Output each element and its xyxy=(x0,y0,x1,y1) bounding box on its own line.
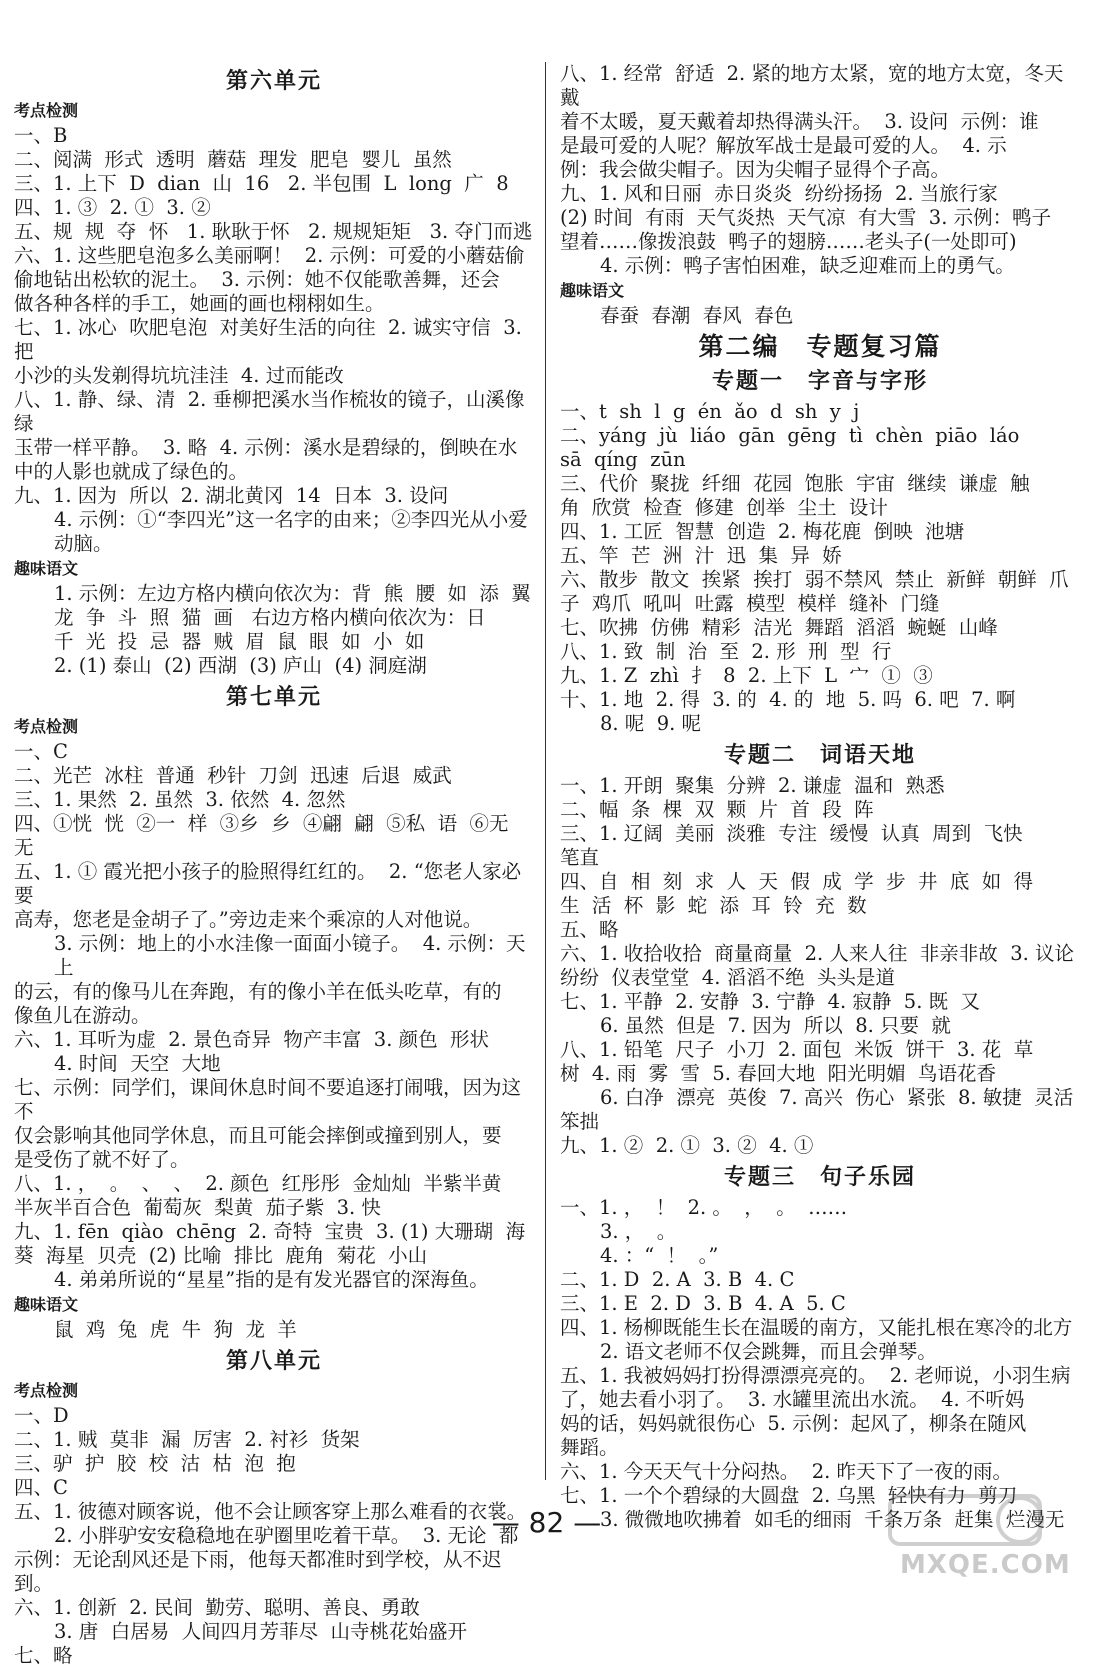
unit-title: 第八单元 xyxy=(225,1348,322,1374)
answer-list xyxy=(560,1196,1080,1532)
answer-line: 五、1. 彼德对顾客说，他不会让顾客穿上那么难看的衣裳。 xyxy=(14,1500,527,1523)
answer-line: 八、1. 静、绿、清 2. 垂柳把溪水当作梳妆的镜子，山溪像绿 xyxy=(14,388,525,435)
answer-line: 了，她去看小羽了。 3. 水罐里流出水流。 4. 不听妈 xyxy=(560,1388,1025,1411)
answer-line: 九、1. 因为 所以 2. 湖北黄冈 14 日本 3. 设问 xyxy=(14,484,449,507)
answer-line: 三、1. 果然 2. 虽然 3. 依然 4. 忽然 xyxy=(14,788,346,811)
column-divider xyxy=(545,62,546,1480)
answer-line: 4. 示例：①“李四光”这一名字的由来；②李四光从小爱动脑。 xyxy=(54,508,528,555)
answer-line: 八、1. 致 制 治 至 2. 形 刑 型 行 xyxy=(560,640,892,663)
answer-line: 二、阅满 形式 透明 蘑菇 理发 肥皂 婴儿 虽然 xyxy=(14,148,452,171)
topic-title: 专题二 词语天地 xyxy=(723,742,916,768)
answer-line: 三、1. 辽阔 美丽 淡雅 专注 缓慢 认真 周到 飞快 xyxy=(560,822,1023,845)
answer-list xyxy=(14,124,534,556)
answer-line: 六、散步 散文 挨紧 挨打 弱不禁风 禁止 新鲜 朝鲜 爪 xyxy=(560,568,1069,591)
answer-line: 九、1. 风和日丽 赤日炎炎 纷纷扬扬 2. 当旅行家 xyxy=(560,182,998,205)
answer-line: 3. 示例：地上的小水洼像一面面小镜子。 4. 示例：天上 xyxy=(54,932,526,979)
answer-line: 春蚕 春潮 春风 春色 xyxy=(600,304,794,327)
answer-line: 六、1. 这些肥皂泡多么美丽啊！ 2. 示例：可爱的小蘑菇偷 xyxy=(14,244,525,267)
section-heading: 考点检测 xyxy=(14,717,79,736)
answer-line: 五、略 xyxy=(560,918,619,941)
answer-line: 中的人影也就成了绿色的。 xyxy=(14,460,249,483)
answer-line: 五、1. 我被妈妈打扮得漂漂亮亮的。 2. 老师说，小羽生病 xyxy=(560,1364,1071,1387)
answer-list xyxy=(560,400,1080,736)
answer-line: 三、驴 护 胶 校 沽 枯 泡 抱 xyxy=(14,1452,296,1475)
answer-line: 一、B xyxy=(14,124,68,147)
answer-line: 鼠 鸡 兔 虎 牛 狗 龙 羊 xyxy=(54,1318,297,1341)
answer-line: 高寿，您老是金胡子了。”旁边走来个乘凉的人对他说。 xyxy=(14,908,483,931)
answer-line: 2. 小胖驴安安稳稳地在驴圈里吃着干草。 3. 无论 都 xyxy=(54,1524,519,1547)
topic-title: 专题一 字音与字形 xyxy=(711,368,928,394)
unit-title: 第七单元 xyxy=(225,684,322,710)
answer-line: 偷地钻出松软的泥土。 3. 示例：她不仅能歌善舞，还会 xyxy=(14,268,500,291)
answer-line: 树 4. 雨 雾 雪 5. 春回大地 阳光明媚 鸟语花香 xyxy=(560,1062,996,1085)
answer-line: 五、竿 芒 洲 汁 迅 集 异 娇 xyxy=(560,544,842,567)
answer-line: 八、1. 经常 舒适 2. 紧的地方太紧，宽的地方太宽，冬天戴 xyxy=(560,62,1064,109)
answer-line: 角 欣赏 检查 修建 创举 尘土 设计 xyxy=(560,496,888,519)
answer-line: 七、示例：同学们，课间休息时间不要追逐打闹哦，因为这不 xyxy=(14,1076,522,1123)
answer-line: 一、D xyxy=(14,1404,69,1427)
answer-line: 四、自 相 刻 求 人 天 假 成 学 步 井 底 如 得 xyxy=(560,870,1034,893)
answer-line: 像鱼儿在游动。 xyxy=(14,1004,151,1027)
answer-line: 是最可爱的人呢？解放军战士是最可爱的人。 4. 示 xyxy=(560,134,1007,157)
section-heading: 考点检测 xyxy=(14,1381,79,1400)
answer-line: 半灰半百合色 葡萄灰 梨黄 茄子紫 3. 快 xyxy=(14,1196,381,1219)
answer-line: 葵 海星 贝壳 (2) 比喻 排比 鹿角 菊花 小山 xyxy=(14,1244,428,1267)
answer-line: 五、1. ① 霞光把小孩子的脸照得红红的。 2. “您老人家必要 xyxy=(14,860,522,907)
answer-line: 2. (1) 泰山 (2) 西湖 (3) 庐山 (4) 洞庭湖 xyxy=(54,654,427,677)
section-heading: 趣味语文 xyxy=(14,559,79,578)
watermark-text: MXQE.COM xyxy=(900,1550,1071,1580)
answer-line: 望着……像拨浪鼓 鸭子的翅膀……老头子(一处即可) xyxy=(560,230,1017,253)
left-column xyxy=(14,62,534,1668)
answer-line: 一、t sh l g én ǎo d sh y j xyxy=(560,400,860,423)
answer-line: 一、1. 开朗 聚集 分辨 2. 谦虚 温和 熟悉 xyxy=(560,774,945,797)
answer-line: sā qíng zūn xyxy=(560,448,686,471)
answer-list xyxy=(560,62,1080,278)
answer-line: 二、光芒 冰柱 普通 秒针 刀剑 迅速 后退 威武 xyxy=(14,764,452,787)
answer-line: 的云，有的像马儿在奔跑，有的像小羊在低头吃草，有的 xyxy=(14,980,502,1003)
answer-line: 七、1. 平静 2. 安静 3. 宁静 4. 寂静 5. 既 又 xyxy=(560,990,981,1013)
answer-line: 四、①恍 恍 ②一 样 ③乡 乡 ④翩 翩 ⑤私 语 ⑥无 无 xyxy=(14,812,521,859)
topic-title: 专题三 句子乐园 xyxy=(723,1164,916,1190)
answer-line: 六、1. 耳听为虚 2. 景色奇异 物产丰富 3. 颜色 形状 xyxy=(14,1028,489,1051)
answer-line: 示例：无论刮风还是下雨，他每天都准时到学校，从不迟到。 xyxy=(14,1548,502,1595)
answer-line: 做各种各样的手工，她画的画也栩栩如生。 xyxy=(14,292,385,315)
answer-line: 8. 呢 9. 呢 xyxy=(600,712,702,735)
answer-line: 七、吹拂 仿佛 精彩 洁光 舞蹈 滔滔 蜿蜒 山峰 xyxy=(560,616,998,639)
answer-list xyxy=(14,582,534,678)
answer-line: 2. 语文老师不仅会跳舞，而且会弹琴。 xyxy=(600,1340,937,1363)
answer-line: 九、1. fēn qiào chēng 2. 奇特 宝贵 3. (1) 大珊瑚 海 xyxy=(14,1220,526,1243)
answer-line: 二、幅 条 棵 双 颗 片 首 段 阵 xyxy=(560,798,874,821)
answer-line: 6. 白净 漂亮 英俊 7. 高兴 伤心 紧张 8. 敏捷 灵活 xyxy=(600,1086,1074,1109)
answer-line: 四、C xyxy=(14,1476,68,1499)
answer-line: 四、1. 杨柳既能生长在温暖的南方，又能扎根在寒冷的北方 xyxy=(560,1316,1073,1339)
answer-line: 三、1. 上下 D dian 山 16 2. 半包围 L long 广 8 xyxy=(14,172,509,195)
answer-line: 一、C xyxy=(14,740,68,763)
answer-list xyxy=(560,774,1080,1158)
answer-line: 纷纷 仪表堂堂 4. 滔滔不绝 头头是道 xyxy=(560,966,895,989)
answer-line: 3. 微微地吹拂着 如毛的细雨 千条万条 赶集 烂漫无 xyxy=(600,1508,1065,1531)
answer-line: 三、代价 聚拢 纤细 花园 饱胀 宇宙 继续 谦虚 触 xyxy=(560,472,1030,495)
section-heading: 考点检测 xyxy=(14,101,79,120)
answer-line: 七、1. 一个个碧绿的大圆盘 2. 乌黑 轻快有力 剪刀 xyxy=(560,1484,1018,1507)
answer-line: 七、略 xyxy=(14,1644,73,1667)
answer-line: 妈的话，妈妈就很伤心 5. 示例：起风了，柳条在随风 xyxy=(560,1412,1027,1435)
section-heading: 趣味语文 xyxy=(14,1295,79,1314)
section-heading: 趣味语文 xyxy=(560,281,625,300)
answer-list xyxy=(14,740,534,1292)
part-title: 第二编 专题复习篇 xyxy=(698,332,942,361)
answer-line: 六、1. 今天天气十分闷热。 2. 昨天下了一夜的雨。 xyxy=(560,1460,1013,1483)
answer-list xyxy=(14,1318,534,1342)
answer-line: 3. ， 。 xyxy=(600,1220,677,1243)
answer-line: 四、1. 工匠 智慧 创造 2. 梅花鹿 倒映 池塘 xyxy=(560,520,965,543)
answer-line: 4. 弟弟所说的“星星”指的是有发光器官的深海鱼。 xyxy=(54,1268,489,1291)
answer-line: 八、1. 铅笔 尺子 小刀 2. 面包 米饭 饼干 3. 花 草 xyxy=(560,1038,1034,1061)
answer-line: 九、1. ② 2. ① 3. ② 4. ① xyxy=(560,1134,814,1157)
answer-line: 二、1. 贼 莫非 漏 厉害 2. 衬衫 货架 xyxy=(14,1428,360,1451)
answer-line: 八、1. ， 。 、 、 2. 颜色 红彤彤 金灿灿 半紫半黄 xyxy=(14,1172,502,1195)
watermark-logo xyxy=(860,1488,1080,1588)
answer-line: 例：我会做尖帽子。因为尖帽子显得个子高。 xyxy=(560,158,951,181)
right-column xyxy=(560,62,1080,1532)
answer-line: 4. 时间 天空 大地 xyxy=(54,1052,221,1075)
answer-line: 二、yáng jù liáo gān gēng tì chèn piāo láo xyxy=(560,424,1020,447)
answer-line: 6. 虽然 但是 7. 因为 所以 8. 只要 就 xyxy=(600,1014,951,1037)
answer-line: 生 活 杯 影 蛇 添 耳 铃 充 数 xyxy=(560,894,867,917)
page-number: — 82 — xyxy=(491,1506,602,1539)
answer-line: 三、1. E 2. D 3. B 4. A 5. C xyxy=(560,1292,846,1315)
answer-line: 千 光 投 忌 器 贼 眉 鼠 眼 如 小 如 xyxy=(54,630,425,653)
answer-line: 小沙的头发剃得坑坑洼洼 4. 过而能改 xyxy=(14,364,344,387)
answer-line: 二、1. D 2. A 3. B 4. C xyxy=(560,1268,795,1291)
answer-list xyxy=(560,304,1080,328)
answer-line: 九、1. Z zhì 扌 8 2. 上下 L 宀 ① ③ xyxy=(560,664,933,687)
answer-line: 舞蹈。 xyxy=(560,1436,619,1459)
unit-title: 第六单元 xyxy=(225,68,322,94)
answer-line: 五、规 规 夺 怀 1. 耿耿于怀 2. 规规矩矩 3. 夺门而逃 xyxy=(14,220,533,243)
answer-line: 1. 示例：左边方格内横向依次为：背 熊 腰 如 添 翼 xyxy=(54,582,531,605)
answer-line: 着不太暖，夏天戴着却热得满头汗。 3. 设问 示例：谁 xyxy=(560,110,1039,133)
answer-line: (2) 时间 有雨 天气炎热 天气凉 有大雪 3. 示例：鸭子 xyxy=(560,206,1052,229)
answer-line: 子 鸡爪 吼叫 吐露 模型 模样 缝补 门缝 xyxy=(560,592,940,615)
answer-line: 笨拙 xyxy=(560,1110,600,1133)
answer-line: 笔直 xyxy=(560,846,600,869)
answer-line: 六、1. 创新 2. 民间 勤劳、聪明、善良、勇敢 xyxy=(14,1596,420,1619)
answer-line: 四、1. ③ 2. ① 3. ② xyxy=(14,196,211,219)
answer-line: 十、1. 地 2. 得 3. 的 4. 的 地 5. 吗 6. 吧 7. 啊 xyxy=(560,688,1016,711)
answer-line: 仅会影响其他同学休息，而且可能会摔倒或撞到别人，要 xyxy=(14,1124,502,1147)
answer-line: 玉带一样平静。 3. 略 4. 示例：溪水是碧绿的，倒映在水 xyxy=(14,436,518,459)
answer-line: 龙 争 斗 照 猫 画 右边方格内横向依次为：日 xyxy=(54,606,486,629)
answer-line: 3. 唐 白居易 人间四月芳菲尽 山寺桃花始盛开 xyxy=(54,1620,467,1643)
answer-line: 是受伤了就不好了。 xyxy=(14,1148,190,1171)
answer-line: 4. 示例：鸭子害怕困难，缺乏迎难而上的勇气。 xyxy=(600,254,1015,277)
answer-line: 4. ：“ ！ 。” xyxy=(600,1244,719,1267)
answer-line: 七、1. 冰心 吹肥皂泡 对美好生活的向往 2. 诚实守信 3. 把 xyxy=(14,316,529,363)
answer-line: 一、1. ， ！ 2. 。 ， 。 …… xyxy=(560,1196,848,1219)
answer-line: 六、1. 收拾收拾 商量商量 2. 人来人往 非亲非故 3. 议论 xyxy=(560,942,1074,965)
